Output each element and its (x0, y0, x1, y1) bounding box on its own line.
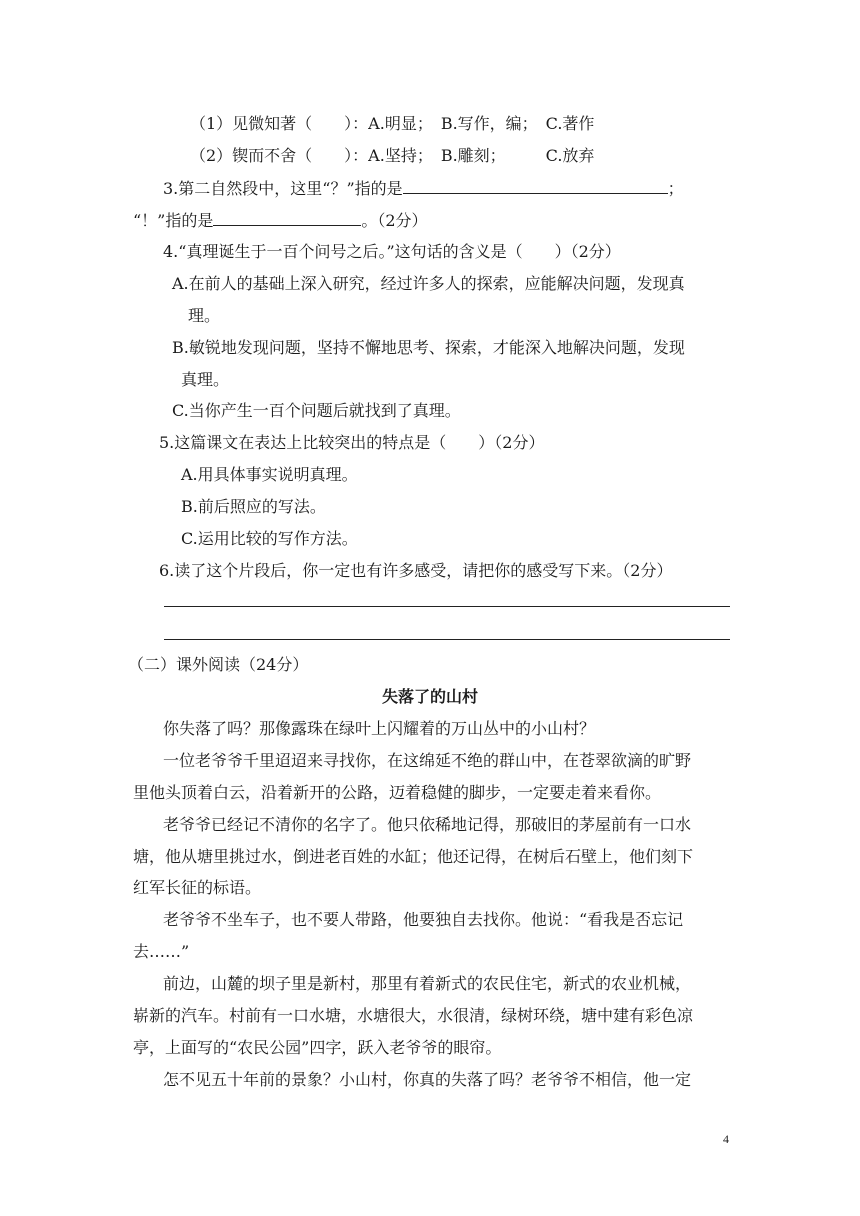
vocab-item-1: （1）见微知著（ ）：A.明显； B.写作，编； C.著作 (190, 114, 595, 133)
answer-blank-question-mark[interactable] (403, 177, 668, 194)
question-6-stem: 6.读了这个片段后，你一定也有许多感受，请把你的感受写下来。（2分） (159, 561, 673, 580)
question-4-option-a: A.在前人的基础上深入研究，经过许多人的探索，应能解决问题，发现真 (172, 274, 685, 293)
passage-title: 失落了的山村 (381, 687, 478, 706)
passage-line: 亭，上面写的“农民公园”四字，跃入老爷爷的眼帘。 (133, 1038, 502, 1057)
passage-line: 崭新的汽车。村前有一口水塘，水塘很大，水很清，绿树环绕，塘中建有彩色凉 (133, 1006, 694, 1025)
passage-line: 怎不见五十年前的景象？小山村，你真的失落了吗？老爷爷不相信，他一定 (163, 1070, 692, 1089)
question-5-option-a: A.用具体事实说明真理。 (181, 465, 358, 484)
passage-line: 老爷爷不坐车子，也不要人带路，他要独自去找你。他说：“看我是否忘记 (163, 910, 684, 929)
passage-line: 一位老爷爷千里迢迢来寻找你，在这绵延不绝的群山中，在苍翠欲滴的旷野 (163, 751, 692, 770)
question-4-option-b-cont: 真理。 (181, 370, 230, 389)
passage-line: 塘，他从塘里挑过水，倒进老百姓的水缸；他还记得，在树后石壁上，他们刻下 (133, 847, 694, 866)
section-heading: （二）课外阅读（24分） (128, 655, 309, 674)
passage-line: 去……” (133, 942, 190, 961)
answer-line-1[interactable] (164, 606, 730, 607)
page-number: 4 (723, 1132, 729, 1146)
question-4-option-a-cont: 理。 (188, 306, 221, 325)
question-3-text: 3.第二自然段中，这里“？”指的是 (163, 179, 403, 198)
passage-line: 红军长征的标语。 (133, 878, 262, 897)
passage-line: 老爷爷已经记不清你的名字了。他只依稀地记得，那破旧的茅屋前有一口水 (163, 815, 692, 834)
question-4-option-c: C.当你产生一百个问题后就找到了真理。 (172, 401, 461, 420)
question-4-stem: 4.“真理诞生于一百个问号之后。”这句话的含义是（ ）（2分） (163, 242, 621, 261)
question-3-line-2 (133, 209, 428, 232)
passage-line: 你失落了吗？那像露珠在绿叶上闪耀着的万山丛中的小山村？ (163, 719, 596, 738)
passage-line: 里他头顶着白云，沿着新开的公路，迈着稳健的脚步，一定要走着来看你。 (133, 783, 662, 802)
question-3-line-1 (163, 177, 684, 200)
passage-line: 前边，山麓的坝子里是新村，那里有着新式的农民住宅，新式的农业机械， (163, 974, 692, 993)
question-3-line-1-end: ； (667, 179, 684, 198)
question-5-option-c: C.运用比较的写作方法。 (181, 529, 358, 548)
answer-blank-exclamation-mark[interactable] (213, 209, 361, 226)
question-4-option-b: B.敏锐地发现问题，坚持不懈地思考、探索，才能深入地解决问题，发现 (172, 338, 685, 357)
question-3-line-2-end: 。（2分） (361, 211, 428, 230)
answer-line-2[interactable] (164, 639, 730, 640)
question-3-text-2: “！”指的是 (133, 211, 214, 230)
question-5-stem: 5.这篇课文在表达上比较突出的特点是（ ）（2分） (159, 433, 545, 452)
question-5-option-b: B.前后照应的写法。 (181, 497, 326, 516)
vocab-item-2: （2）锲而不舍（ ）：A.坚持； B.雕刻； C.放弃 (190, 146, 595, 165)
